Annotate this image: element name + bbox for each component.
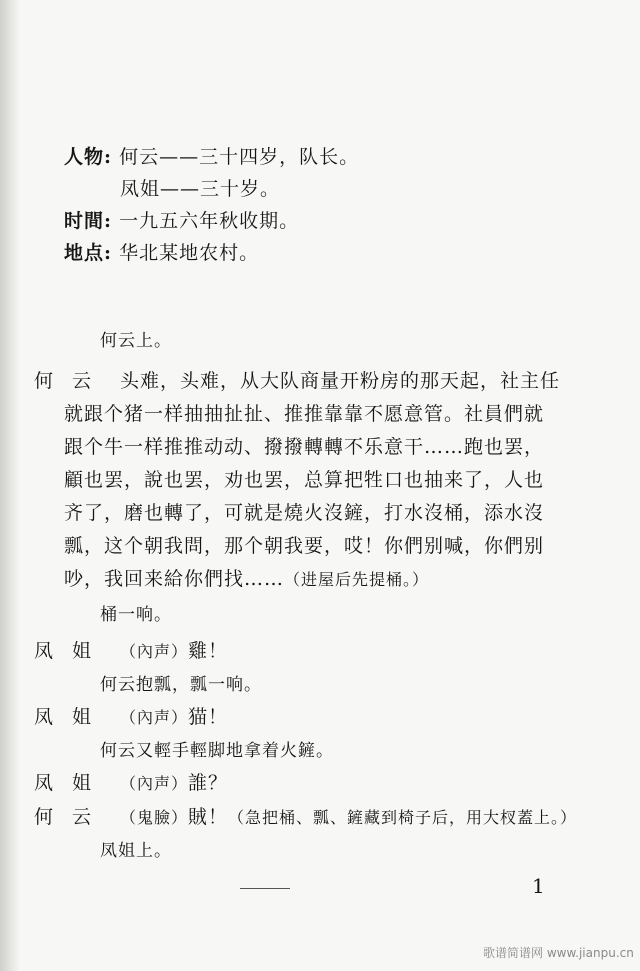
speaker-he-yun: 何 云 [34,370,92,392]
dialogue-line [120,772,228,795]
dialogue-text: 吵，我回来給你們找…… [64,568,285,590]
dialogue-line [120,706,228,729]
dialogue-line: 跟个牛一样推推动动、撥撥轉轉不乐意干……跑也罢， [64,436,545,458]
stage-direction: 桶一响。 [100,605,172,625]
place-value: 华北某地农村。 [119,242,260,264]
dialogue-text: 猫！ [188,706,229,728]
dialogue-line: 瓢，这个朝我問，那个朝我要，哎！你們别喊，你們别 [64,535,545,557]
place-label: 地点: [64,242,113,264]
stage-cue: （內声） [120,774,189,793]
dialogue-line [64,568,429,591]
page-number: 1 [532,874,545,898]
time-label: 时間: [64,210,113,232]
place-line [64,242,259,264]
speaker-he-yun: 何 云 [34,806,92,828]
page-edge-shadow [0,0,20,971]
dialogue-text: 雞！ [188,640,229,662]
speaker-feng-jie: 凤 姐 [34,706,92,728]
watermark: 歌谱简谱网 www.jianpu.cn [483,946,634,960]
dialogue-line: 头难，头难，从大队商量开粉房的那天起，社主任 [120,370,561,392]
dialogue-line: 就跟个猪一样抽抽扯扯、推推靠靠不愿意管。社員們就 [64,403,545,425]
scan-mark [240,888,290,889]
dialogue-line: 齐了，磨也轉了，可就是燒火沒鏟，打水沒桶，添水沒 [64,502,545,524]
dialogue-text: 誰？ [188,772,229,794]
persons-label: 人物: [64,146,113,168]
stage-cue: （鬼臉） [120,808,189,827]
stage-direction: 何云又輕手輕脚地拿着火鏟。 [100,741,334,761]
dialogue-line: 顧也罢，說也罢，劝也罢，总算把牲口也抽来了，人也 [64,469,545,491]
stage-direction: 凤姐上。 [100,841,172,861]
dialogue-text: 賊！ [188,806,229,828]
stage-direction: 何云抱瓢，瓢一响。 [100,675,262,695]
stage-cue: （进屋后先提桶。） [284,570,430,589]
stage-cue: （內声） [120,708,189,727]
dialogue-line [120,640,228,663]
stage-cue: （內声） [120,642,189,661]
stage-direction: 何云上。 [100,331,172,351]
dialogue-line [120,806,577,829]
time-line [64,210,299,232]
time-value: 一九五六年秋收期。 [119,210,300,232]
persons-line-1 [64,146,359,168]
stage-cue: （急把桶、瓢、鏟藏到椅子后，用大杈蓋上。） [228,808,578,827]
persons-2: 凤姐——三十岁。 [120,178,281,200]
speaker-feng-jie: 凤 姐 [34,772,92,794]
speaker-feng-jie: 凤 姐 [34,640,92,662]
persons-1: 何云——三十四岁，队长。 [119,146,360,168]
